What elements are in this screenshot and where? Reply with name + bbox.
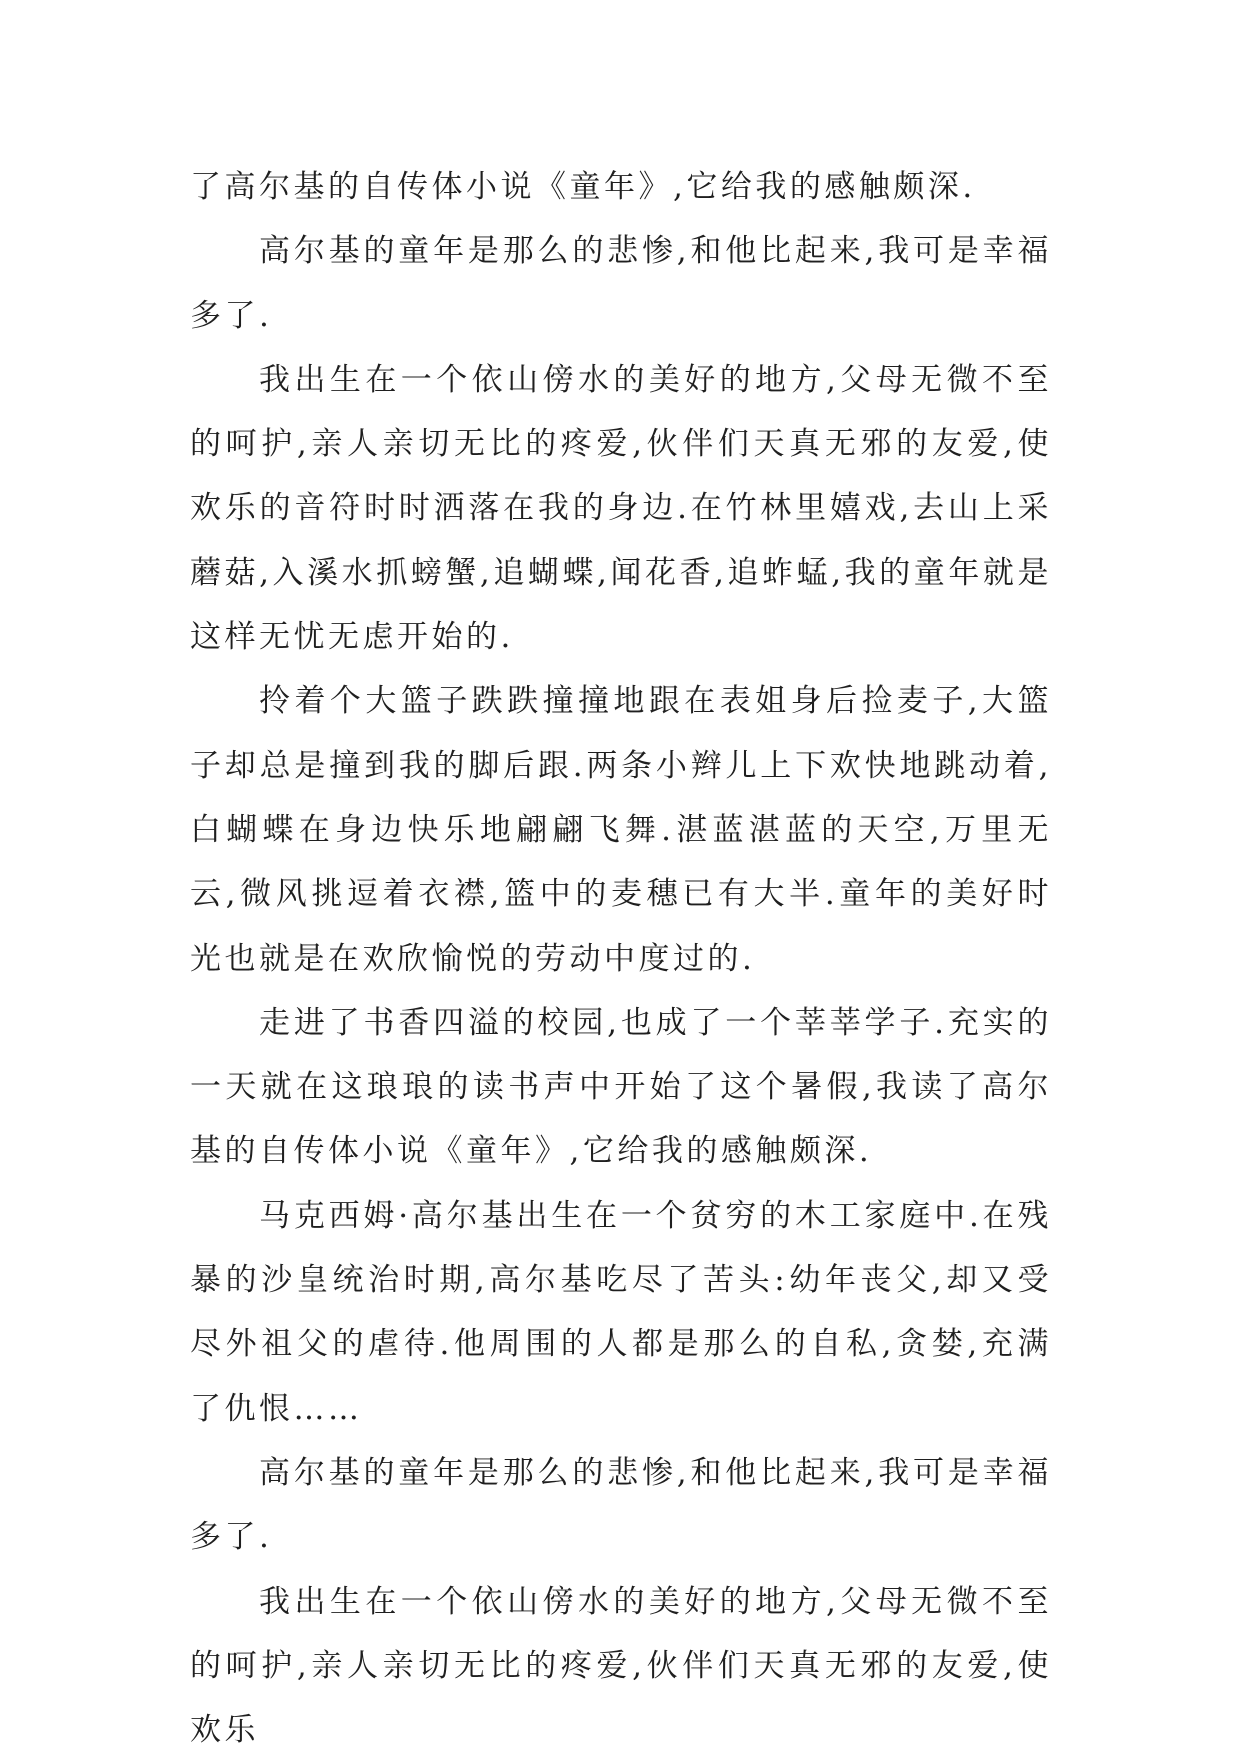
paragraph: 了高尔基的自传体小说《童年》,它给我的感触颇深. [190,169,976,205]
paragraph: 走进了书香四溢的校园,也成了一个莘莘学子.充实的一天就在这琅琅的读书声中开始了这个暑假,我读了高尔基的自传体小说《童年》,它给我的感触颇深. [190,1004,1052,1170]
paragraph: 我出生在一个依山傍水的美好的地方,父母无微不至的呵护,亲人亲切无比的疼爱,伙伴们天真无邪的友爱,使欢乐 [190,1583,1052,1749]
article-body [190,155,1052,1762]
paragraph: 拎着个大篮子跌跌撞撞地跟在表姐身后捡麦子,大篮子却总是撞到我的脚后跟.两条小辫儿上下欢快地跳动着,白蝴蝶在身边快乐地翩翩飞舞.湛蓝湛蓝的天空,万里无云,微风挑逗着衣襟,篮中的麦穗已有大半.童年的美好时光也就是在欢欣愉悦的劳动中度过的. [190,683,1052,977]
paragraph: 高尔基的童年是那么的悲惨,和他比起来,我可是幸福多了. [190,1454,1052,1556]
paragraph: 我出生在一个依山傍水的美好的地方,父母无微不至的呵护,亲人亲切无比的疼爱,伙伴们天真无邪的友爱,使欢乐的音符时时洒落在我的身边.在竹林里嬉戏,去山上采蘑菇,入溪水抓螃蟹,追蝴蝶,闻花香,追蚱蜢,我的童年就是这样无忧无虑开始的. [190,361,1052,656]
paragraph: 马克西姆·高尔基出生在一个贫穷的木工家庭中.在残暴的沙皇统治时期,高尔基吃尽了苦头:幼年丧父,却又受尽外祖父的虐待.他周围的人都是那么的自私,贪婪,充满了仇恨…… [190,1197,1052,1427]
paragraph: 高尔基的童年是那么的悲惨,和他比起来,我可是幸福多了. [190,233,1052,334]
